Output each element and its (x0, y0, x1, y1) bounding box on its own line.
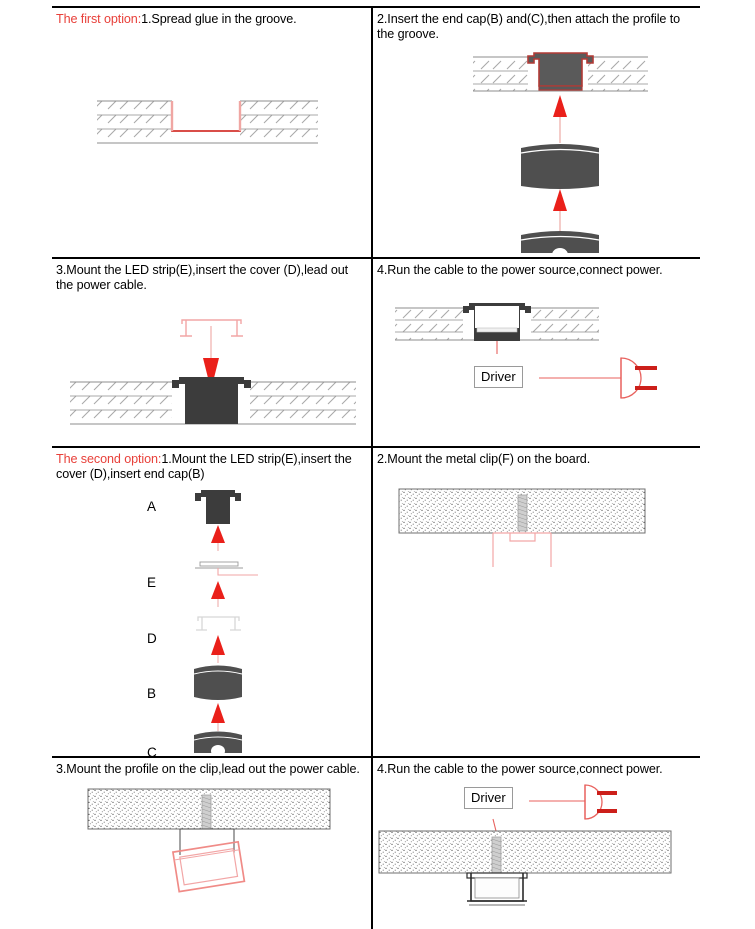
table-cell-step1 (52, 8, 373, 257)
step-text-7 (52, 758, 371, 777)
table-cell-step6 (373, 448, 700, 756)
cover-insert-svg (52, 294, 373, 444)
groove-diagram-svg (52, 27, 373, 227)
driver-box (474, 366, 523, 388)
step-label-6: 2.Mount the metal clip(F) on the board. (377, 452, 591, 466)
profile-clip-svg (52, 777, 373, 927)
step-label-2: 2.Insert the end cap(B) and(C),then attach the profile to the groove. (377, 12, 681, 42)
endcaps-diagram-svg (373, 43, 700, 253)
table-row (52, 446, 700, 760)
step-text-1 (52, 8, 371, 27)
table-cell-step8 (373, 758, 700, 929)
step-text-2 (373, 8, 700, 43)
table-row (52, 6, 700, 257)
table-row (52, 257, 700, 446)
instruction-table (52, 6, 700, 929)
step-label-4: 4.Run the cable to the power source,connect power. (377, 263, 663, 277)
step-label-5: 1.Mount the LED strip(E),insert the cover (D),insert end cap(B) (56, 452, 352, 482)
exploded-label-b: B (147, 685, 157, 701)
option-label-first: The first option: (56, 12, 142, 26)
clip-board-svg (373, 467, 700, 607)
driver-label: Driver (481, 369, 516, 385)
step-label-1: 1.Spread glue in the groove. (141, 12, 297, 26)
table-cell-step4 (373, 259, 700, 446)
driver-label: Driver (471, 790, 506, 806)
step-text-5 (52, 448, 371, 483)
step-text-8 (373, 758, 700, 777)
step-label-7: 3.Mount the profile on the clip,lead out the power cable. (56, 762, 360, 776)
exploded-label-a: A (147, 498, 157, 514)
step-label-8: 4.Run the cable to the power source,connect power. (377, 762, 663, 776)
exploded-label-c: C (147, 744, 157, 760)
step-text-6 (373, 448, 700, 467)
exploded-label-e: E (147, 574, 157, 590)
surface-driver-svg (373, 777, 700, 927)
table-cell-step7 (52, 758, 373, 929)
table-cell-step5 (52, 448, 373, 760)
step-text-4 (373, 259, 700, 278)
exploded-label-d: D (147, 630, 157, 646)
table-cell-step3 (52, 259, 373, 446)
driver-wiring-svg (373, 278, 700, 428)
step-text-3 (52, 259, 371, 294)
driver-box (464, 787, 513, 809)
table-cell-step2 (373, 8, 700, 257)
table-row (52, 756, 700, 929)
exploded-parts-svg (52, 483, 373, 753)
option-label-second: The second option: (56, 452, 162, 466)
step-label-3: 3.Mount the LED strip(E),insert the cover (D),lead out the power cable. (56, 263, 349, 293)
